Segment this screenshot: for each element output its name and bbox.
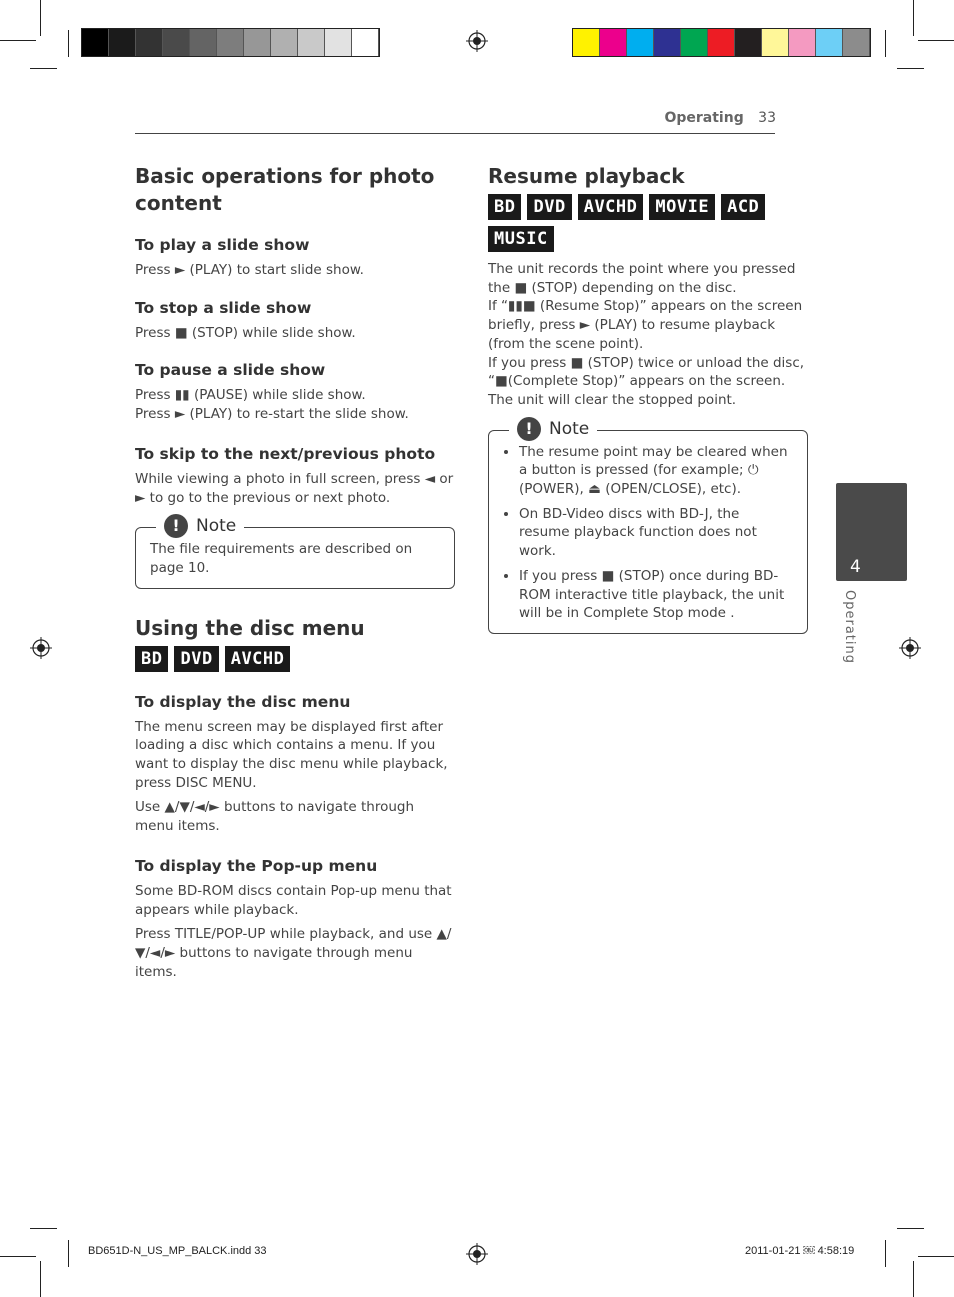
color-swatch	[735, 29, 762, 56]
crop-mark	[30, 68, 57, 69]
crop-mark	[68, 30, 69, 57]
paragraph: Press TITLE/POP-UP while playback, and use ▲/▼/◄/► buttons to navigate through menu items.	[135, 926, 452, 980]
disc-badge: BD	[135, 646, 168, 672]
color-swatch	[627, 29, 654, 56]
color-swatch	[325, 29, 352, 56]
chapter-number: 4	[850, 557, 861, 577]
section-title: Basic operations for photo content	[135, 164, 435, 215]
color-swatch	[190, 29, 217, 56]
section-title: Resume playback	[488, 164, 685, 188]
registration-mark-icon	[899, 637, 921, 659]
color-swatch	[681, 29, 708, 56]
disc-badge: DVD	[174, 646, 218, 672]
crop-mark	[0, 1256, 36, 1257]
disc-type-badges	[135, 646, 455, 672]
chapter-label: Operating	[842, 590, 857, 664]
footer-timestamp: 2011-01-21 ￼ 4:58:19	[745, 1245, 855, 1257]
subsection-heading: To play a slide show	[135, 236, 310, 254]
chapter-tab	[836, 483, 907, 581]
running-header	[664, 110, 776, 126]
note-list-item: • The resume point may be cleared when a button is pressed (for example; ⏻ (POWER), ⏏ (OPEN/CLOSE), etc).	[519, 443, 793, 499]
registration-mark-icon	[466, 30, 488, 52]
color-swatch	[816, 29, 843, 56]
crop-mark	[40, 1261, 41, 1297]
color-swatch	[600, 29, 627, 56]
disc-badge: DVD	[527, 194, 571, 220]
note-list-item: • On BD-Video discs with BD-J, the resume playback function does not work.	[519, 505, 793, 561]
crop-mark	[918, 40, 954, 41]
crop-mark	[913, 1261, 914, 1297]
paragraph: If “▮▮■ (Resume Stop)” appears on the screen briefly, press ► (PLAY) to resume playback (from the scene point).	[488, 298, 803, 352]
disc-badge: AVCHD	[225, 646, 291, 672]
color-swatch	[136, 29, 163, 56]
paragraph: Some BD-ROM discs contain Pop-up menu that appears while playback.	[135, 882, 452, 918]
color-swatch	[789, 29, 816, 56]
crop-mark	[913, 0, 914, 36]
note-box	[488, 418, 808, 634]
header-rule	[135, 133, 775, 134]
exclamation-icon: !	[517, 417, 541, 441]
crop-mark	[40, 0, 41, 36]
subsection-heading: To stop a slide show	[135, 298, 312, 317]
color-swatch	[82, 29, 109, 56]
note-text: The file requirements are described on page 10.	[150, 541, 413, 576]
paragraph: Press ► (PLAY) to re-start the slide show.	[135, 406, 409, 423]
color-swatch	[352, 29, 379, 56]
color-swatch	[843, 29, 870, 56]
exclamation-icon: !	[164, 514, 188, 538]
color-swatch	[244, 29, 271, 56]
section-name: Operating	[664, 110, 744, 126]
registration-mark-icon	[466, 1243, 488, 1265]
disc-badge: MOVIE	[649, 194, 715, 220]
crop-mark	[30, 1228, 57, 1229]
registration-mark-icon	[30, 637, 52, 659]
section-title: Using the disc menu	[135, 615, 365, 640]
color-swatch	[271, 29, 298, 56]
note-list-item: • If you press ■ (STOP) once during BD-ROM interactive title playback, the unit will be in Complete Stop mode .	[519, 567, 793, 623]
paragraph: While viewing a photo in full screen, press ◄ or ► to go to the previous or next photo.	[135, 470, 454, 506]
note-title: Note	[196, 516, 237, 537]
paragraph: Use ▲/▼/◄/► buttons to navigate through menu items.	[135, 799, 415, 835]
subsection-heading: To pause a slide show	[135, 361, 326, 380]
color-swatch	[573, 29, 600, 56]
paragraph: Press ■ (STOP) while slide show.	[135, 324, 356, 341]
color-swatch	[708, 29, 735, 56]
color-calibration-bar	[572, 28, 871, 57]
subsection-heading: To skip to the next/previous photo	[135, 444, 436, 463]
disc-badge: AVCHD	[578, 194, 644, 220]
color-swatch	[163, 29, 190, 56]
color-swatch	[654, 29, 681, 56]
note-title: Note	[549, 418, 590, 439]
right-column	[488, 163, 808, 634]
color-swatch	[762, 29, 789, 56]
crop-mark	[885, 1240, 886, 1267]
color-swatch	[298, 29, 325, 56]
crop-mark	[918, 1256, 954, 1257]
note-box	[135, 516, 455, 588]
crop-mark	[897, 68, 924, 69]
page-number: 33	[758, 110, 776, 126]
paragraph: Press ▮▮ (PAUSE) while slide show.	[135, 387, 366, 404]
paragraph: The unit records the point where you pressed the ■ (STOP) depending on the disc.	[488, 261, 796, 296]
color-swatch	[109, 29, 136, 56]
disc-badge: BD	[488, 194, 521, 220]
note-header	[156, 514, 244, 538]
paragraph: Press ► (PLAY) to start slide show.	[135, 262, 364, 278]
disc-badge: MUSIC	[488, 226, 554, 252]
note-header	[509, 417, 597, 441]
footer-filename: BD651D-N_US_MP_BALCK.indd 33	[88, 1245, 267, 1257]
crop-mark	[68, 1240, 69, 1267]
subsection-heading: To display the disc menu	[135, 692, 351, 711]
gray-calibration-bar	[81, 28, 380, 57]
crop-mark	[0, 40, 36, 41]
subsection-heading: To display the Pop-up menu	[135, 856, 378, 875]
disc-type-badges	[488, 194, 808, 252]
left-column	[135, 163, 455, 981]
paragraph: The menu screen may be displayed first after loading a disc which contains a menu. If you want to display the disc menu while playback, press DISC MENU.	[135, 718, 448, 791]
crop-mark	[885, 30, 886, 57]
color-swatch	[217, 29, 244, 56]
crop-mark	[897, 1228, 924, 1229]
note-list	[503, 443, 793, 623]
disc-badge: ACD	[721, 194, 765, 220]
paragraph: If you press ■ (STOP) twice or unload the disc, “■(Complete Stop)” appears on the screen. The unit will clear the stopped point.	[488, 354, 805, 408]
